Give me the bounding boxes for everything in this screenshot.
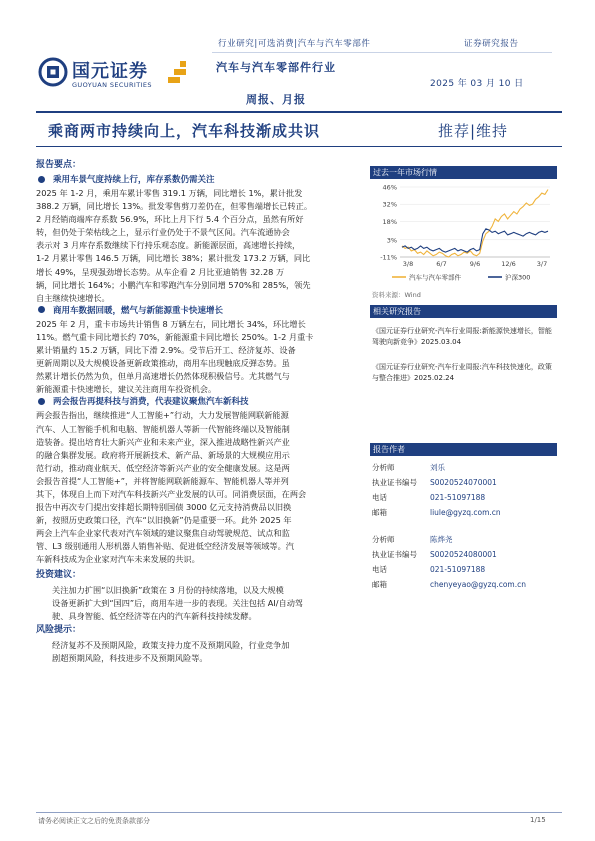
text-line: 新，按照历史政策口径，汽车“以旧换新”仍是重要一环。此外 2025 年: [36, 515, 292, 526]
report-type: 证券研究报告: [464, 39, 519, 49]
page-number: 1/15: [530, 816, 546, 824]
analyst-card-1: [372, 460, 557, 520]
text-line: 设备更新扩大到“国四”后，商用车进一步的表现。关注包括 AI/自动驾: [52, 597, 304, 608]
analyst-card-2: [372, 532, 557, 592]
text-line: 自主继续快速增长。: [36, 292, 110, 303]
text-line: 驶、具身智能、低空经济等在内的汽车新科技持续发酵。: [52, 610, 257, 621]
cert-number: S0020524080001: [430, 550, 497, 559]
company-logo: [38, 55, 188, 95]
report-summary: [36, 159, 358, 665]
y-tick-label: -11%: [380, 253, 397, 262]
text-line: 1-2 月累计零售 146.5 万辆，同比增长 38%；累计批发 173.2 万辆，同比: [36, 253, 311, 264]
text-line: 表示对 3 月库存系数继续下行持乐观态度。新能源层面，高速增长持续，: [36, 240, 301, 251]
y-tick-label: 46%: [382, 183, 397, 192]
report-period: 周报、月报: [246, 93, 306, 106]
cert-number: S0020524070001: [430, 478, 497, 487]
industry-name: 汽车与汽车零部件行业: [216, 61, 336, 74]
passenger-paragraph: [36, 187, 358, 305]
analyst-heading: 报告作者: [370, 443, 557, 456]
header-rule: [36, 111, 562, 113]
related-report-1[interactable]: 《国元证券行业研究-汽车行业周报:新能源快速增长，智能驾驶向新竞争》2025.03.04: [372, 327, 552, 346]
summary-heading: 报告要点：: [36, 160, 82, 170]
x-tick-label: 9/6: [469, 260, 481, 268]
text-line: 造装备。提出培育壮大新兴产业和未来产业，深入推进战略性新兴产业: [36, 436, 290, 447]
analyst-name: 刘乐: [430, 463, 445, 472]
logo-name-cn: 国元证券: [72, 61, 148, 82]
footer-rule: [36, 812, 562, 813]
y-tick-label: 3%: [386, 236, 397, 245]
related-heading: 相关研究报告: [370, 305, 557, 318]
email-label: 邮箱: [372, 508, 387, 517]
series-line: [402, 229, 548, 252]
text-line: 2025 年 1-2 月，乘用车累计零售 319.1 万辆，同比增长 1%，累计批发: [36, 188, 303, 198]
text-line: 转，但仍处于荣枯线之上，显示行业仍处于不景气区间。汽车流通协会: [36, 227, 290, 238]
investment-paragraph: [36, 584, 358, 623]
x-tick-label: 6/7: [436, 260, 447, 268]
text-line: 2025 年 2 月，重卡市场共计销售 8 万辆左右，同比增长 34%，环比增长: [36, 318, 306, 329]
header-divider: [212, 52, 552, 53]
text-line: 汽车、人工智能手机和电脑、智能机器人等新一代智能终端以及智能制: [36, 423, 290, 434]
related-report-2[interactable]: 《国元证券行业研究-汽车行业周报:汽车科技快速化，政策与整合推进》2025.02.24: [372, 363, 552, 382]
analyst-role-label: 分析师: [372, 463, 395, 472]
phone-label: 电话: [372, 565, 387, 574]
text-line: 辆，同比增长 164%；小鹏汽车和零跑汽车分别同增 570%和 285%，领先: [36, 279, 311, 290]
text-line: 经济复苏不及预期风险，政策支持力度不及预期风险，行业竞争加: [52, 639, 290, 650]
text-line: 更新周期以及大规模设备更新政策推动，商用车出现触底反弹态势。虽: [36, 358, 290, 369]
text-line: 会报告首提“人工智能+”，并将智能网联新能源车、智能机器人等并列: [36, 475, 289, 486]
logo-stairs-icon: [168, 59, 188, 89]
text-line: 两会报告指出，继续推进“人工智能+”行动，大力发展智能网联新能源: [36, 410, 289, 421]
bullet-passenger: 乘用车景气度持续上行，库存系数仍需关注: [36, 174, 358, 187]
analyst-name: 陈烨尧: [430, 535, 453, 544]
risk-heading: 风险提示：: [36, 624, 82, 635]
text-line: 新能源重卡快速增长，建议关注商用车投资机会。: [36, 384, 217, 395]
legend-label: 汽车与汽车零部件: [409, 273, 461, 282]
market-chart: [370, 181, 557, 287]
text-line: 累计销量约 15.2 万辆，同比下滑 2.9%。受节后开工、经济复苏、设备: [36, 345, 296, 356]
text-line: 11%。燃气重卡同比增长约 70%，新能源重卡同比增长 250%。1-2 月重卡: [36, 331, 314, 342]
logo-name-en: GUOYUAN SECURITIES: [72, 81, 152, 89]
cert-label: 执业证书编号: [372, 478, 417, 487]
report-date: 2025 年 03 月 10 日: [430, 79, 524, 89]
text-line: 报告中再次专门提出安排超长期特别国债 3000 亿元支持消费品以旧换: [36, 502, 292, 513]
text-line: 剧超预期风险，科技进步不及预期风险等。: [52, 652, 208, 663]
bullet-dot-icon: [38, 176, 45, 183]
x-tick-label: 3/8: [402, 260, 414, 268]
text-line: 388.2 万辆，同比增长 13%。批发零售剪刀差仍在，但零售端增长已转正。: [36, 201, 313, 212]
phone-number: 021-51097188: [430, 565, 486, 574]
text-line: 其下，体现自上而下对汽车科技新兴产业发展的认可。同消费层面，在两会: [36, 488, 307, 499]
report-categories: 行业研究|可选消费|汽车与汽车零部件: [218, 39, 371, 49]
phone-number: 021-51097188: [430, 493, 486, 502]
y-tick-label: 18%: [382, 217, 397, 226]
text-line: 2 月经销商端库存系数 56.9%，环比上月下行 5.4 个百分点，虽然有所好: [36, 214, 304, 225]
bullet-dot-icon: [38, 398, 45, 405]
text-line: 范行动，推动商业航天、低空经济等新兴产业的安全健康发展。这是两: [36, 462, 290, 473]
risk-paragraph: [36, 639, 358, 665]
x-tick-label: 12/6: [501, 260, 516, 268]
investment-rating: 推荐|维持: [438, 122, 509, 140]
text-line: 关注加力扩围“以旧换新”政策在 3 月份的持续落地，以及大规模: [52, 584, 284, 595]
two-sessions-paragraph: [36, 409, 358, 566]
email-label: 邮箱: [372, 580, 387, 589]
text-line: 增长 49%，呈现强劲增长态势。从车企看 2 月比亚迪销售 32.28 万: [36, 266, 285, 277]
text-line: 然累计增长仍然为负，但单月高速增长仍然体现积极信号。尤其燃气与: [36, 371, 290, 382]
legend-label: 沪深300: [505, 273, 531, 282]
title-rule: [36, 146, 562, 147]
logo-emblem-icon: [38, 57, 68, 87]
page-title: 乘商两市持续向上，汽车科技渐成共识: [48, 122, 321, 140]
text-line: 两会上汽车企业家代表对汽车领域的建议聚焦自动驾驶规范、试点和监: [36, 528, 290, 539]
text-line: 管、L3 级别通用人形机器人销售补贴、促进低空经济发展等领域等。汽: [36, 541, 294, 552]
commercial-paragraph: [36, 318, 358, 397]
phone-label: 电话: [372, 493, 387, 502]
footer-disclaimer: 请务必阅读正文之后的免责条款部分: [38, 817, 150, 825]
x-tick-label: 3/7: [536, 260, 548, 268]
investment-heading: 投资建议：: [36, 569, 82, 580]
analyst-role-label: 分析师: [372, 535, 395, 544]
cert-label: 执业证书编号: [372, 550, 417, 559]
bullet-two-sessions: 两会报告再提科技与消费，代表建议聚焦汽车新科技: [36, 396, 358, 409]
chart-source: 资料来源：Wind: [372, 291, 421, 299]
text-line: 的融合集群发展。政府将开展新技术、新产品、新场景的大规模应用示: [36, 449, 290, 460]
y-tick-label: 32%: [382, 200, 397, 209]
bullet-commercial: 商用车数据回暖，燃气与新能源重卡快速增长: [36, 305, 358, 318]
text-line: 车新科技成为企业家对汽车未来发展的共识。: [36, 554, 200, 565]
series-line: [402, 190, 548, 258]
email-link[interactable]: liule@gyzq.com.cn: [430, 508, 501, 517]
market-heading: 过去一年市场行情: [370, 166, 557, 179]
bullet-dot-icon: [38, 306, 45, 313]
email-link[interactable]: chenyeyao@gyzq.com.cn: [430, 580, 526, 589]
